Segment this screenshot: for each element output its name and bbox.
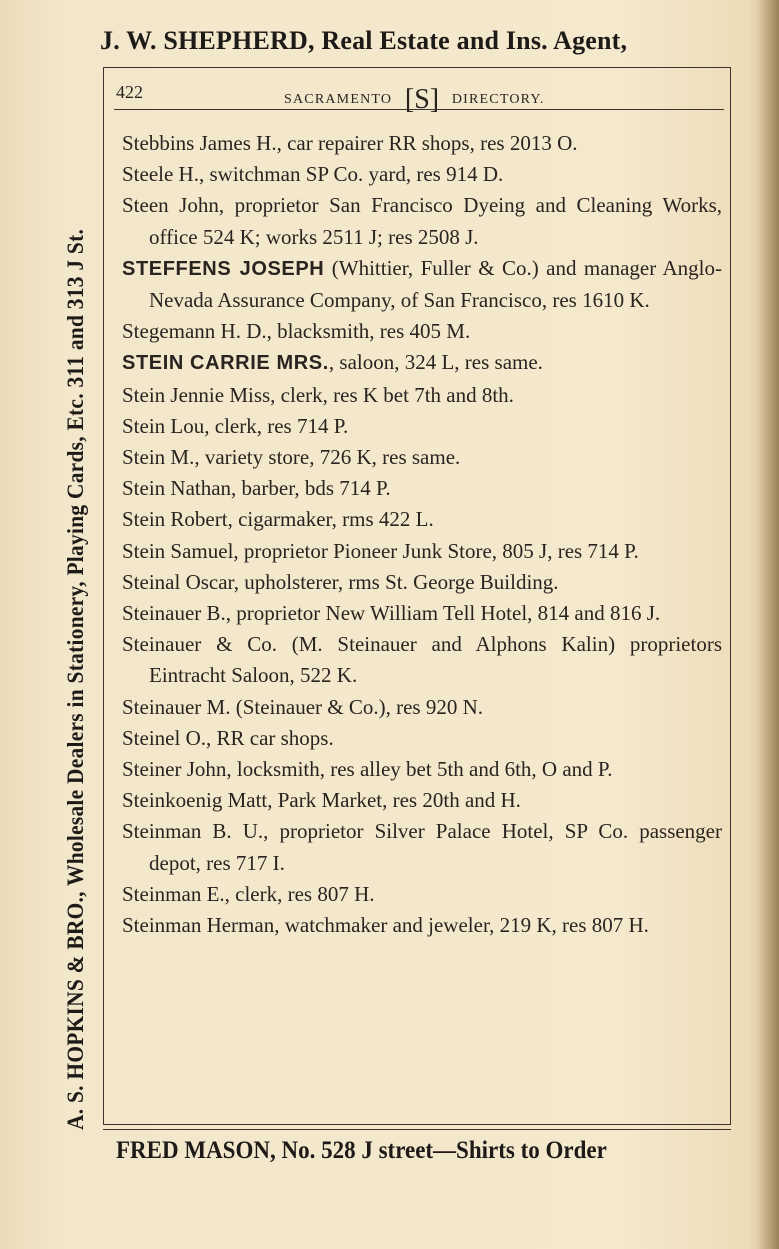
section-letter: [S] (404, 84, 440, 115)
running-header (114, 78, 722, 115)
entry-text: Steinman B. U., proprietor Silver Palace Hotel, SP Co. passenger depot, res 717 I. (122, 819, 722, 875)
running-title-left: SACRAMENTO (284, 92, 393, 107)
running-title (284, 84, 545, 116)
entry-text: Steinman E., clerk, res 807 H. (122, 881, 375, 906)
entry-text: Steinel O., RR car shops. (122, 725, 334, 750)
directory-entry (122, 536, 722, 567)
directory-entry (122, 754, 722, 785)
directory-entry (122, 347, 722, 379)
entry-text: Stein Robert, cigarmaker, rms 422 L. (122, 507, 434, 532)
directory-entry (122, 785, 722, 816)
directory-entry (122, 380, 722, 411)
directory-entry (122, 629, 722, 691)
directory-entry (122, 159, 722, 190)
entry-text: , saloon, 324 L, res same. (328, 350, 543, 375)
page-number: 422 (116, 82, 143, 102)
entry-text: Stegemann H. D., blacksmith, res 405 M. (122, 319, 471, 344)
directory-entry (122, 598, 722, 629)
directory-entry (122, 910, 722, 941)
entry-text: Stein Samuel, proprietor Pioneer Junk Store, 805 J, res 714 P. (122, 538, 639, 563)
directory-entry (122, 692, 722, 723)
directory-entry (122, 504, 722, 535)
directory-entry (122, 253, 722, 316)
side-advertisement (63, 60, 103, 1130)
entry-text: Steiner John, locksmith, res alley bet 5th and 6th, O and P. (122, 757, 613, 782)
directory-entry (122, 316, 722, 347)
entry-name-bold: STEFFENS JOSEPH (122, 257, 325, 280)
bottom-advertisement: FRED MASON, No. 528 J street—Shirts to Order (116, 1137, 607, 1164)
entry-text: Stein Nathan, barber, bds 714 P. (122, 476, 391, 501)
page-frame (103, 67, 731, 1125)
page-edge-shadow (757, 0, 779, 1249)
directory-entry (122, 816, 722, 878)
directory-entry (122, 190, 722, 252)
entry-text: Stebbins James H., car repairer RR shops, res 2013 O. (122, 131, 578, 155)
entry-text: Steinauer & Co. (M. Steinauer and Alphons Kalin) proprietors Eintracht Saloon, 522 K. (122, 632, 722, 688)
directory-entry (122, 128, 722, 159)
entry-text: Steele H., switchman SP Co. yard, res 914 D. (122, 162, 504, 187)
entry-text: (Whittier, Fuller & Co.) and manager Anglo-Nevada Assurance Company, of San Francisco, res 1610 K. (149, 255, 722, 313)
entry-text: Steinman Herman, watchmaker and jeweler, 219 K, res 807 H. (122, 913, 649, 938)
entry-text: Steinauer M. (Steinauer & Co.), res 920 N. (122, 694, 484, 719)
top-advertisement: J. W. SHEPHERD, Real Estate and Ins. Agent, (100, 26, 628, 55)
entry-text: Steinauer B., proprietor New William Tell Hotel, 814 and 816 J. (122, 601, 661, 626)
directory-entry (122, 411, 722, 442)
directory-entry (122, 723, 722, 754)
directory-entry (122, 442, 722, 473)
entry-text: Steen John, proprietor San Francisco Dyeing and Cleaning Works, office 524 K; works 2511 J; res 2508 J. (122, 193, 722, 249)
directory-entry (122, 879, 722, 910)
entry-text: Stein Jennie Miss, clerk, res K bet 7th and 8th. (122, 382, 514, 407)
directory-entry (122, 473, 722, 504)
running-title-right: DIRECTORY. (451, 92, 545, 107)
entry-text: Stein Lou, clerk, res 714 P. (122, 413, 349, 438)
entry-text: Steinkoenig Matt, Park Market, res 20th and H. (122, 788, 521, 813)
entry-name-bold: STEIN CARRIE MRS. (122, 352, 329, 375)
directory-entry (122, 567, 722, 598)
entry-text: Stein M., variety store, 726 K, res same. (122, 445, 461, 470)
directory-entries (122, 128, 722, 941)
entry-text: Steinal Oscar, upholsterer, rms St. George Building. (122, 569, 559, 594)
header-rule (114, 109, 724, 110)
side-advertisement-text: A. S. HOPKINS & BRO., Wholesale Dealers in Stationery, Playing Cards, Etc. 311 and 313 J St. (63, 228, 88, 1130)
